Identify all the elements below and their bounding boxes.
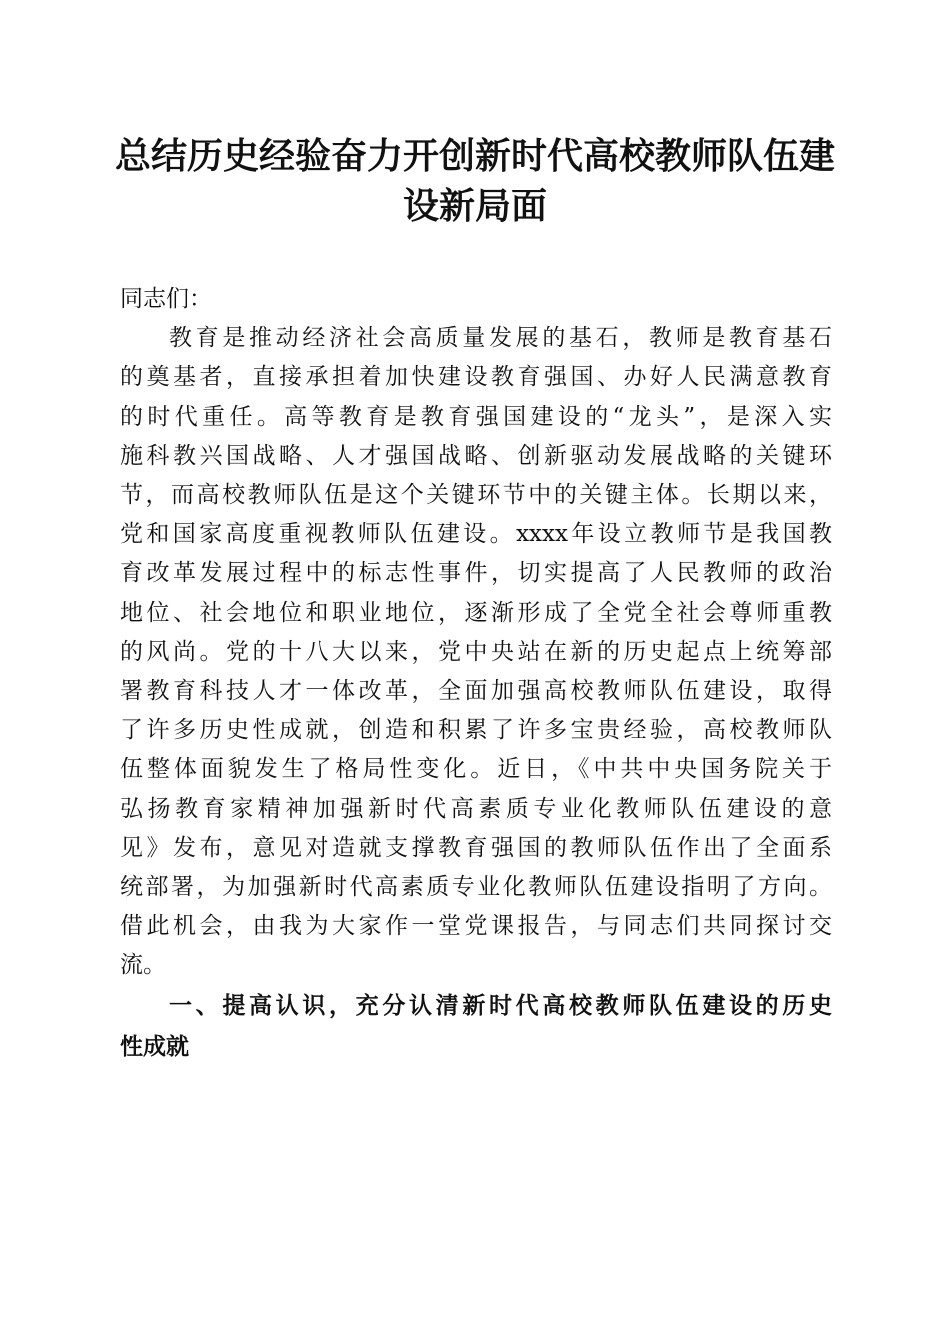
section-heading-line: 性成就	[120, 1033, 189, 1060]
paragraph-line: 的风尚。党的十八大以来，党中央站在新的历史起点上统筹部	[120, 638, 832, 665]
paragraph-line: 地位、社会地位和职业地位，逐渐形成了全党全社会尊师重教	[120, 599, 832, 626]
paragraph-line: 党和国家高度重视教师队伍建设。xxxx年设立教师节是我国教	[120, 521, 832, 548]
paragraph-line: 施科教兴国战略、人才强国战略、创新驱动发展战略的关键环	[120, 442, 832, 469]
salutation: 同志们：	[120, 286, 212, 312]
paragraph-line: 弘扬教育家精神加强新时代高素质专业化教师队伍建设的意	[120, 795, 832, 822]
paragraph-line: 借此机会，由我为大家作一堂党课报告，与同志们共同探讨交	[120, 913, 832, 940]
paragraph-line: 育改革发展过程中的标志性事件，切实提高了人民教师的政治	[120, 560, 832, 587]
paragraph-line: 见》发布，意见对造就支撑教育强国的教师队伍作出了全面系	[120, 834, 832, 861]
title-line: 总结历史经验奋力开创新时代高校教师队伍建	[114, 136, 835, 177]
paragraph-line: 了许多历史性成就，创造和积累了许多宝贵经验，高校教师队	[120, 717, 832, 744]
document-body	[120, 280, 832, 1068]
paragraph-line: 署教育科技人才一体改革，全面加强高校教师队伍建设，取得	[120, 678, 832, 705]
section-heading-line: 一、提高认识，充分认清新时代高校教师队伍建设的历史	[169, 992, 832, 1019]
title-line: 设新局面	[402, 186, 547, 227]
paragraph-line: 的奠基者，直接承担着加快建设教育强国、办好人民满意教育	[120, 364, 832, 391]
paragraph-line: 的时代重任。高等教育是教育强国建设的“龙头”，是深入实	[120, 403, 832, 430]
paragraph-line: 流。	[120, 952, 166, 979]
paragraph-line: 教育是推动经济社会高质量发展的基石，教师是教育基石	[169, 325, 832, 352]
paragraph-line: 统部署，为加强新时代高素质专业化教师队伍建设指明了方向。	[120, 874, 832, 901]
paragraph-line: 节，而高校教师队伍是这个关键环节中的关键主体。长期以来，	[120, 482, 832, 509]
paragraph-line: 伍整体面貌发生了格局性变化。近日，《中共中央国务院关于	[120, 756, 832, 783]
document-title	[110, 132, 840, 232]
